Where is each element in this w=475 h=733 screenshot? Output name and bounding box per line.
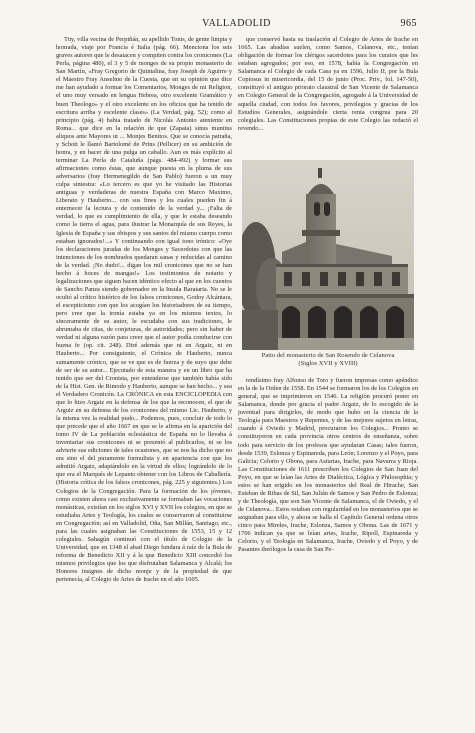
running-title: VALLADOLID <box>202 18 271 29</box>
right-column-bottom-text: rendísimo fray Alfonso de Toro y fueron impresas como apéndice en la de la Orden de 1558. En 1544 se formaron los de los Colegios en general, que se imprimieron en 1546. La religión procuró poner en Salamanca, donde por gracia el padre Argaiz, de lo escogido de la juventud para dirigirlos, de modo que hubo en la ciencia de la Teología para Maestros y Repentes, y de las mejores sujetos en letras, cuando á Oviedo y Madrid, procuraron los Colegios... Pronto se constituyeron en cada provincia otros centros de enseñanza, sobre todo para servicio de los profesos que ayudaran Casas; tales fueron, desde 1539, Eslonza y Espinareda, para León; Lorenzo y el Poyo, para Galicia; Celorio y Obona, para Asturias, Irache, para Navarra y Rioja. Las Constituciones de 1611 prescriben los Colegios de San Juan del Poyo, en que se leían las Artes de Dialéctica, Lógica y Philosophia; y estos se han erigido en los monasterios del Real de Hirache, San Esteban de Ribas de Sil, San Julián de Samos y San Pedro de Eslonza; y de Theología, que son San Vicente de Salamanca, el de Oviedo, y el de Celanova... Estos estaban con regularidad en los monasterios que se asignaban para ello, y ahora se halla el Capítulo General ordena otros cinco para Mireles, Irache, Eslonza, Samos y Obona. Las de 1671 y 1706 indican ya que se leían artes, Irache, Ripoll, Espinareda y Celorio, y el Teología en Salamanca, Irache, Oviedo y el Poyo, y de Pasantes theólogos la casa de San Pe- <box>238 377 418 554</box>
left-column <box>56 36 232 708</box>
figure-caption-line-1: Patio del monasterio de San Rosendo de Celanova <box>261 352 395 359</box>
right-column-top <box>238 36 418 157</box>
figure-caption <box>238 352 418 368</box>
monastery-courtyard-photo <box>242 160 414 350</box>
page-number: 965 <box>400 18 417 29</box>
figure-caption-line-2: (Siglos XVII y XVIII) <box>298 360 358 367</box>
running-head <box>56 18 417 32</box>
monastery-photo-illustration <box>242 160 414 350</box>
right-column-bottom <box>238 377 418 708</box>
left-column-text: Tüy, villa vecina de Perpiñán, su apellido Tonis, de gente limpia y honrada, viaje por Francia é Italia (pág. 66). Menciona los seis graves autores que le desatacen y compiten contra los cronicones (La Perla, página 480), el 3 y 5 de monges de su propio monasterio de San Martín, «Fray Gregorio de Quintalina, fray Joseph de Aguirre y el Maestro Fray Anselmo de la Cuesta, que en su opinión que dice me han ayudado a formar los Comentarios, Monges de mi Religion, el uno muy versado en lengua Hebrea, otro excelente Gramático y buen Theologo» y el otro excelente en los oficios que ha tenido de escritura arriba y escelente clases» (La Verdad, pág. 52); como al principio (pág. 4) habia tratado de Nicolás Antonio ateniente en Roma... que dice en la relación de que (Zapata) sinus munitus aliquos ante Mayores ut ... Monjes Benitos. Que se conocía patraña, y Schott le llamó Bartolomé de Prins (Pellicer) en su ambición de honra, y en hacer de una pulga un caballo. Aun es más explícito al terminar La Perla de Cataluña (págs. 484-492) y formar sus afirmaciones como éstas, que aunque puesta en la pluma de sus adversarios (fray Hermenegildo de San Pablo) fueron a un muy culpa siniestra: «Lo tercero es que yo he visitado las Historias antiguas y verdaderas de nuestra España con Marco Maximo, Liberato y Hauberto... con sus fines y los cuales pueden fin á enternecer la lectura y de contenido de la verdad y... ¡Falta de verdad, lo que es cumplimiento de ella, y que lo estaba deseando como la tierra el agua, para ilustrar la Monarquía de sus Reyes, la Iglesia de España y sus obispos y sus santos del mismo cuerpo como estaban ignorados!...» Y continuando con igual tono irónico: «Oye los declaraciones juradas de los Monges y Sacerdotes con que las intenciones de los nombrados quedaran sanas y reducidas al camino de la verdad. ¡No dudo!... digan los mil cronicones que no se han hecho á hoces de mangas!» Los testimonios de notario y legalizaciones que siguen hacen idéntico efecto al que en los cuentos de Sancho Panza siendo gobernador en la Insula Barataria. No se le ocultó al crítico histórico de los falsos cronicones, Godoy Alcántara, el escepticismo con que los acogían los historiadores de su tiempo, pero cree que la ironía estaba ya en los mismos textos, lo sinceramente de su autor, le escudaba con sus tradiciones, le abrumaba de citas, de conjeturas, de autoridades; pero sin haber de verdad ni alguna razón para creer que el autor podía conducirse con buena fe (op. cit. 248). Diré además que ni en Argaiz, ni en Hauberto... Por consiguiente, el Crónica de Hauberto, nunca sumamente crónico, que se ve que es de fuerza y de suyo que debe de ser de su autor... Ejecutado de esta manera y en un libro que ha tenido que ser del Cronista, por entenderse que también había sido de la Hist. Gen. de Rimodo y Hauberto, aunque se han hecho... y sea el Verdadero Cronicón. La CRÓNICA en esta ENCICLOPEDIA con que lo hizo Argaiz en la defensa de los que la reconocen, el que de Arguiz en su defensa de los cronicones del mismo Lic. Hauberto, y la misma vez la realidad pudo... Podemos, pues, concluir de todo lo que precede que el año 1667 en que se le afirma en la aparición del tomo IV de La población eclesiástica de España no lo llevaba á inventariar sus cronicones ni se presentó al publicarlos, ni se los advierte sus ediciones de tales ocasiones, que se nos ha dicho que no era sino el del puramente formulista y en apariencia con que los admitió Argaiz, adaptándolo en la virtud de ellos; lográndolo de lo que era el Marqués de Lepanto obtener con los Libros de Caballería. (Historia crítica de los falsos cronicones, pág. 225 y siguientes.) Los Colegios de la Congregación. Para la formación de los jóvenes, como existen ahora casi exclusivamente se formaban las vocaciones monásticas, existían en los siglos XVI y XVII los colegios, en que se estudiaba Artes y Teología, los cuales se conservaron al constituirse en Congregación; así en Valladolid, Oña, San Millán, Santiago, etc., para las cuales asignaban las Constituciones de 1553, 15 y 12 colegiales. Sahagún continuó con el título de Colegio de la Universidad, que en 1348 el abad Diego fundara á raíz de la Bula de reforma de Benedicto XII y á la que Benedicto XIII concedió los mismos privilegios que los que disfrutaban Salamanca y Alcalá; los Honores insignes de dicho monje y de la propiedad de que pertenecía, al Colegio de Artes de Irache en el año 1605. <box>56 36 232 584</box>
right-column-top-text: que conservó hasta su traslación al Colegio de Artes de Irache en 1665. Las abadías suelen, como Samos, Celanova, etc., tenían obligación de formar los clérigos sacerdotes para los curatos que les estaban agregados; por eso, en 1578, había la Congregación en Salamanca el Colegio de cada Casa ya en 1596, Julio II, por la Bula Copiosus in misericordia, del 15 de junio (Proc. Priv., fol. 147-50), constituyó el antiguo priorato claustral de San Vicente de Salamanca en Colegio General de la Congregación, agregado á la Universidad de aquella ciudad, con todos los favores, privilegios y gracias de los Estudios Generales, asignándole cierta renta congrua para 20 colegiales. Las Constituciones propias de este Colegio las redactó el revendo... <box>238 36 418 132</box>
